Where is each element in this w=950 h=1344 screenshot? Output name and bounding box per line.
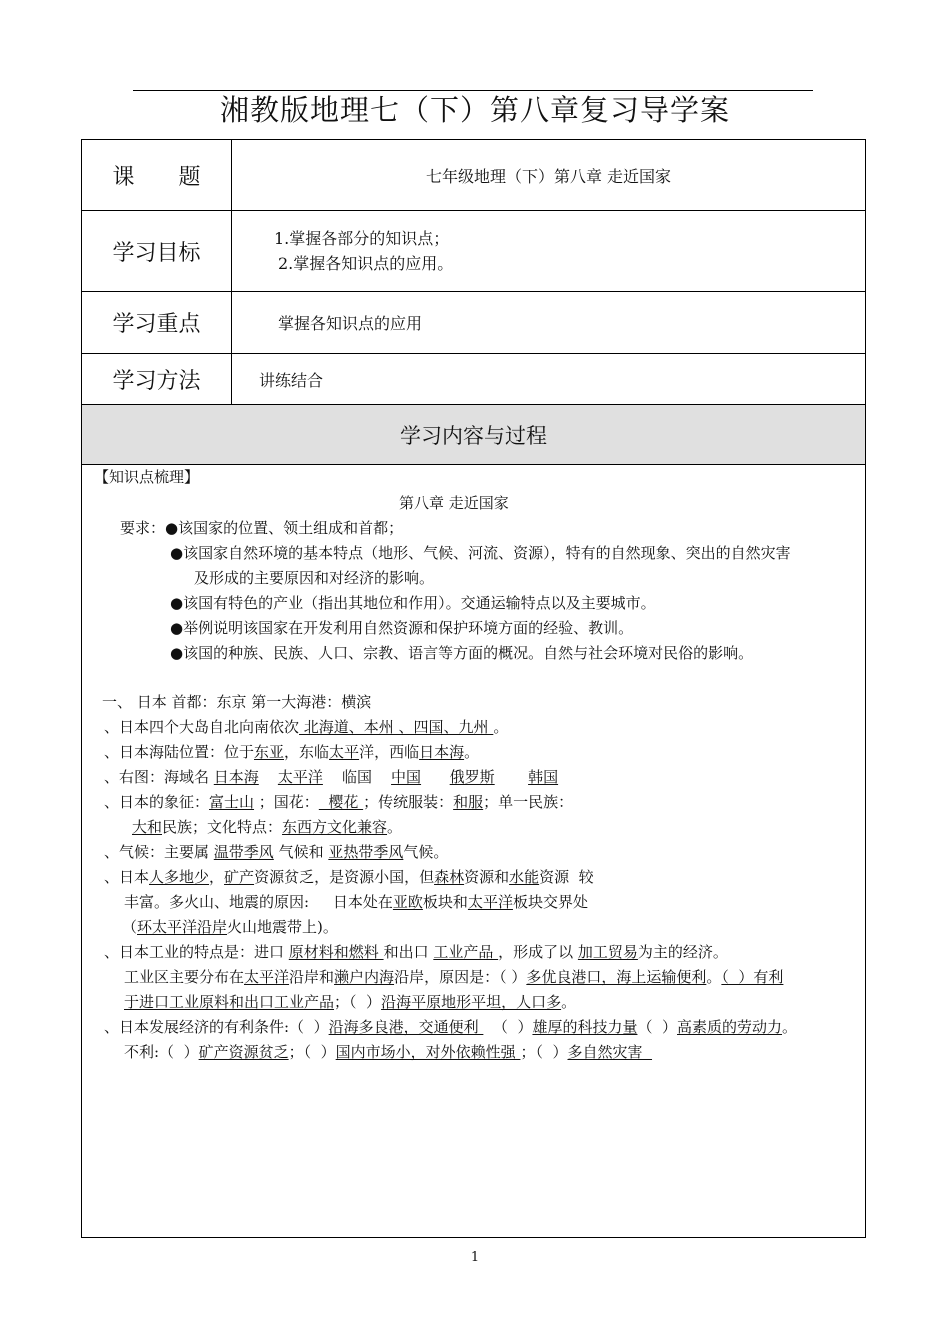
goal-1: 1.掌握各部分的知识点； bbox=[274, 229, 450, 248]
worksheet-table bbox=[81, 139, 866, 1238]
row-goal bbox=[82, 211, 866, 292]
line-industry: 、日本工业的特点是：进口 原材料和燃料 和出口 工业产品 ，形成了以 加工贸易为主的经济。 bbox=[104, 943, 728, 961]
line-symbols: 、日本的象征：富士山 ；国花： 樱花 ；传统服装：和服；单一民族： bbox=[104, 793, 574, 811]
row-method bbox=[82, 354, 866, 405]
line-islands: 、日本四个大岛自北向南依次 北海道、本州 、四国、九州 。 bbox=[104, 718, 509, 736]
method-value: 讲练结合 bbox=[232, 354, 866, 405]
japan-header: 一、 日本 首都：东京 第一大海港：横滨 bbox=[102, 693, 372, 711]
line-industrial-reasons: 于进口工业原料和出口工业产品；（ ）沿海平原地形平坦，人口多。 bbox=[124, 993, 577, 1011]
line-map: 、右图：海域名 日本海 太平洋 临国 中国 俄罗斯 韩国 bbox=[104, 768, 559, 786]
requirement-5: ●该国的种族、民族、人口、宗教、语言等方面的概况。自然与社会环境对民俗的影响。 bbox=[170, 644, 754, 662]
requirement-4: ●举例说明该国家在开发利用自然资源和保护环境方面的经验、教训。 bbox=[170, 619, 634, 637]
chapter-heading: 第八章 走近国家 bbox=[399, 494, 509, 512]
line-resources: 、日本人多地少，矿产资源贫乏，是资源小国，但森林资源和水能资源 较 bbox=[104, 868, 594, 886]
goal-label: 学习目标 bbox=[82, 211, 232, 292]
focus-label: 学习重点 bbox=[82, 292, 232, 354]
section-header: 学习内容与过程 bbox=[82, 405, 866, 465]
row-topic bbox=[82, 140, 866, 211]
knowledge-heading: 【知识点梳理】 bbox=[94, 468, 200, 486]
content-cell bbox=[82, 465, 866, 1238]
line-location: 、日本海陆位置：位于东亚，东临太平洋，西临日本海。 bbox=[104, 743, 480, 761]
focus-value: 掌握各知识点的应用 bbox=[232, 292, 866, 354]
topic-value: 七年级地理（下）第八章 走近国家 bbox=[232, 140, 866, 211]
requirement-1: 要求：●该国家的位置、领土组成和首都； bbox=[120, 519, 404, 537]
topic-label: 课 题 bbox=[82, 140, 232, 211]
row-focus bbox=[82, 292, 866, 354]
line-volcano: 丰富。多火山、地震的原因: 日本处在亚欧板块和太平洋板块交界处 bbox=[124, 893, 588, 911]
page-number: 1 bbox=[470, 1250, 480, 1265]
row-section-header bbox=[82, 405, 866, 465]
requirement-2: ●该国家自然环境的基本特点（地形、气候、河流、资源），特有的自然现象、突出的自然灾害 bbox=[170, 544, 791, 562]
line-favorable: 、日本发展经济的有利条件:（ ）沿海多良港，交通便利 （ ）雄厚的科技力量（ ）高素质的劳动力。 bbox=[104, 1018, 798, 1036]
line-culture: 大和民族；文化特点：东西方文化兼容。 bbox=[132, 818, 403, 836]
line-unfavorable: 不利:（ ）矿产资源贫乏；（ ）国内市场小，对外依赖性强 ；（ ）多自然灾害 bbox=[124, 1043, 653, 1061]
line-climate: 、气候：主要属 温带季风 气候和 亚热带季风气候。 bbox=[104, 843, 449, 861]
goal-value bbox=[232, 211, 866, 292]
page-title: 湘教版地理七（下）第八章复习导学案 bbox=[219, 93, 730, 127]
method-label: 学习方法 bbox=[82, 354, 232, 405]
requirement-3: ●该国有特色的产业（指出其地位和作用）。交通运输特点以及主要城市。 bbox=[170, 594, 656, 612]
line-industrial-zones: 工业区主要分布在太平洋沿岸和濑户内海沿岸，原因是：（ ）多优良港口，海上运输便利。（ ）有利 bbox=[124, 968, 784, 986]
goal-2: 2.掌握各知识点的应用。 bbox=[278, 254, 454, 273]
requirement-2-cont: 及形成的主要原因和对经济的影响。 bbox=[194, 569, 435, 587]
line-ring-of-fire: （环太平洋沿岸火山地震带上)。 bbox=[122, 918, 338, 936]
row-content bbox=[82, 465, 866, 1238]
